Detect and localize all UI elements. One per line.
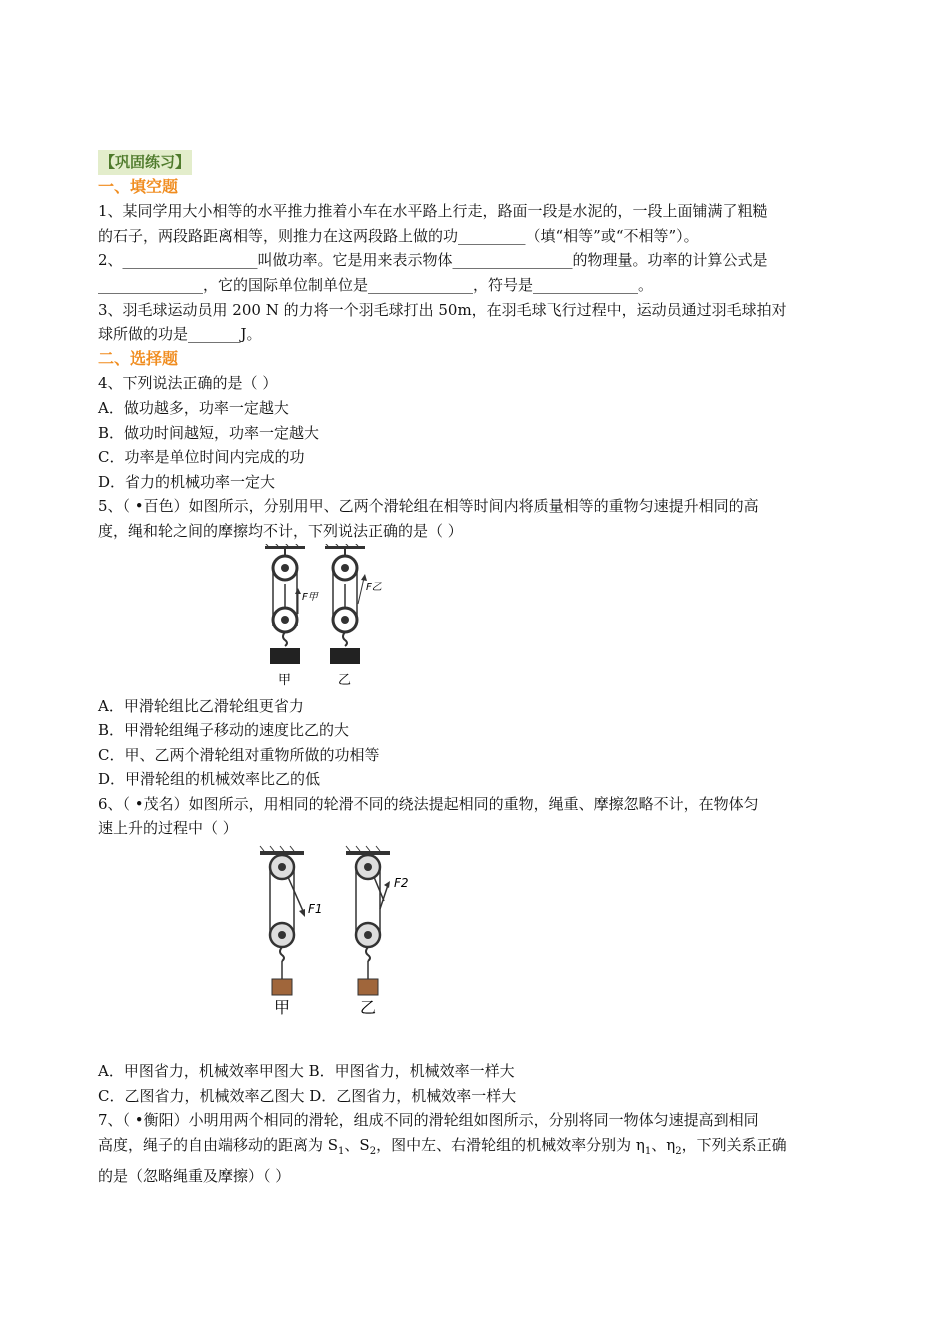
q6-options-line2: C．乙图省力，机械效率乙图大 D．乙图省力，机械效率一样大 — [98, 1086, 517, 1105]
q4-option-a: A．做功越多，功率一定越大 — [98, 398, 289, 417]
pulley-system-jia — [264, 544, 319, 688]
label-2: 乙 — [360, 998, 377, 1018]
q6-line1: 6、（ •茂名）如图所示，用相同的轮滑不同的绕法提起相同的重物，绳重、摩擦忽略不计，在物体匀 — [98, 794, 759, 813]
q2-line1: 2、__________________叫做功率。它是用来表示物体________________的物理量。功率的计算公式是 — [98, 251, 768, 270]
q2-line2: ______________，它的国际单位制单位是______________，符号是______________。 — [98, 275, 654, 294]
q5-option-d: D．甲滑轮组的机械效率比乙的低 — [98, 770, 321, 789]
q5-line2: 度，绳和轮之间的摩擦均不计，下列说法正确的是（ ） — [98, 521, 463, 540]
practice-heading: 【巩固练习】 — [98, 150, 192, 175]
q5-option-a: A．甲滑轮组比乙滑轮组更省力 — [98, 696, 304, 715]
q4-option-b: B．做功时间越短，功率一定越大 — [98, 423, 320, 442]
q7-line3: 的是（忽略绳重及摩擦）（ ） — [98, 1167, 291, 1186]
q5-option-b: B．甲滑轮组绳子移动的速度比乙的大 — [98, 721, 350, 740]
q3-line2: 球所做的功是_______J。 — [98, 325, 262, 344]
force-label-f2: F2 — [394, 876, 409, 891]
q6-options-line1: A．甲图省力，机械效率甲图大 B．甲图省力，机械效率一样大 — [98, 1062, 515, 1081]
label-jia: 甲 — [278, 672, 292, 688]
q6-pulley-figure — [98, 841, 858, 1059]
section-multiple-choice: 二、选择题 — [98, 348, 179, 368]
worksheet — [98, 150, 858, 1189]
pulley-system-2 — [346, 846, 409, 1017]
q4-stem: 4、下列说法正确的是（ ） — [98, 374, 278, 393]
q7-line2: 高度，绳子的自由端移动的距离为 $S_1$、$S_2$，图中左、右滑轮组的机械效率分别为 $\eta_1$、$\eta_2$，下列关系正确 — [98, 1135, 787, 1157]
q4-option-d: D．省力的机械功率一定大 — [98, 472, 276, 491]
q5-pulley-figure — [98, 544, 858, 694]
q5-line1: 5、（ •百色）如图所示，分别用甲、乙两个滑轮组在相等时间内将质量相等的重物匀速提升相同的高 — [98, 497, 759, 516]
q7-line1: 7、（ •衡阳）小明用两个相同的滑轮，组成不同的滑轮组如图所示，分别将同一物体匀速提高到相同 — [98, 1111, 759, 1130]
label-yi: 乙 — [338, 672, 352, 688]
label-1: 甲 — [274, 998, 291, 1018]
q1-line2: 的石子，两段路距离相等，则推力在这两段路上做的功_________（填“相等”或“不相等”）。 — [98, 226, 699, 245]
q5-option-c: C．甲、乙两个滑轮组对重物所做的功相等 — [98, 745, 380, 764]
pulley-system-yi — [324, 544, 382, 688]
q1-line1: 1、某同学用大小相等的水平推力推着小车在水平路上行走，路面一段是水泥的，一段上面铺满了粗糙 — [98, 202, 768, 221]
force-label-f1: F1 — [308, 902, 323, 917]
q3-line1: 3、羽毛球运动员用 200 N 的力将一个羽毛球打出 50m，在羽毛球飞行过程中，运动员通过羽毛球拍对 — [98, 300, 787, 319]
force-label-jia: F甲 — [302, 591, 318, 603]
section-fill-blank: 一、填空题 — [98, 176, 179, 196]
q6-line2: 速上升的过程中（ ） — [98, 819, 238, 838]
pulley-system-1 — [260, 846, 323, 1017]
force-label-yi: F乙 — [366, 581, 382, 593]
q4-option-c: C．功率是单位时间内完成的功 — [98, 448, 305, 467]
